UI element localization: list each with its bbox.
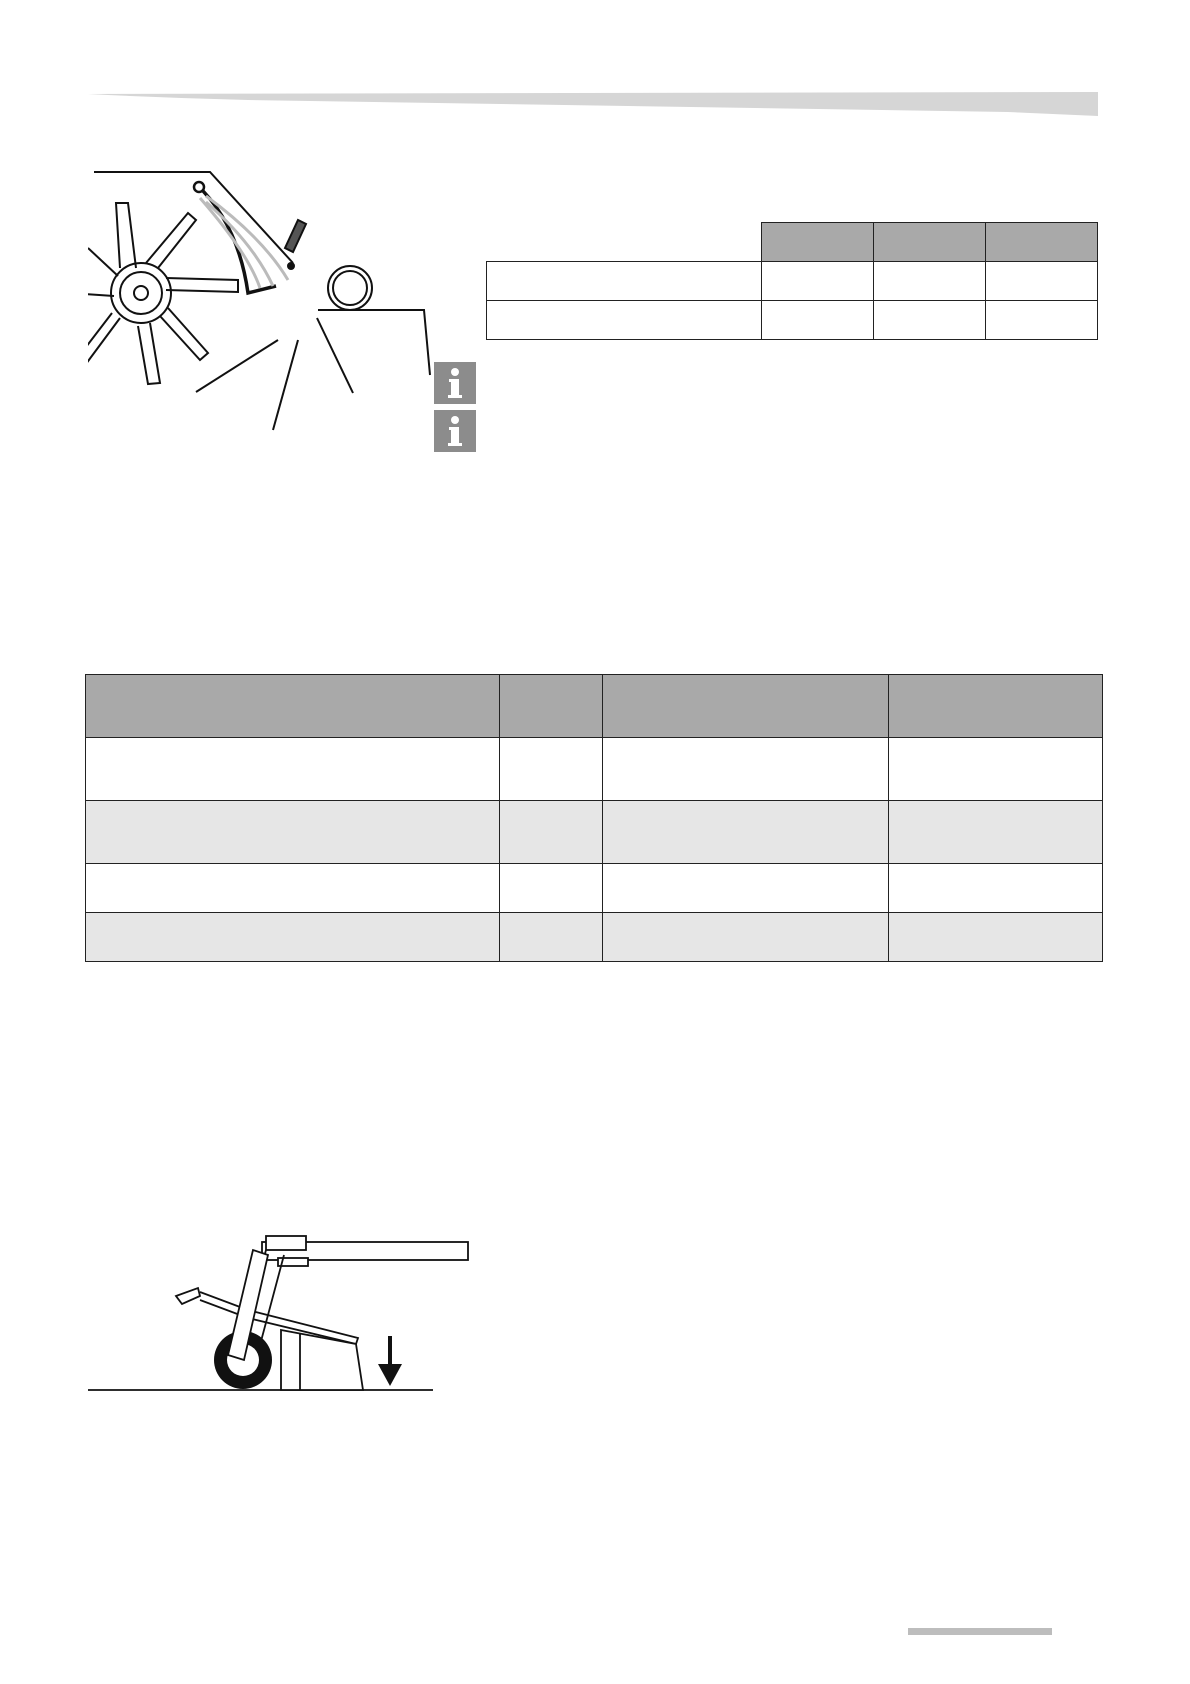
main-table xyxy=(85,674,1103,962)
info-glyph-icon xyxy=(434,362,476,404)
info-icon xyxy=(434,362,476,404)
table-row xyxy=(86,801,1103,864)
table-cell xyxy=(762,262,874,301)
header-cell xyxy=(986,223,1098,262)
table-cell xyxy=(889,738,1103,801)
table-cell xyxy=(500,738,603,801)
table-cell xyxy=(500,913,603,962)
header-cell xyxy=(889,675,1103,738)
table-cell xyxy=(86,738,500,801)
header-cell xyxy=(762,223,874,262)
header-cell xyxy=(874,223,986,262)
table-row xyxy=(86,738,1103,801)
header-cell xyxy=(487,223,762,262)
settings-table xyxy=(486,222,1098,340)
table-cell xyxy=(487,262,762,301)
table-cell xyxy=(603,913,889,962)
table-cell xyxy=(603,864,889,913)
header-cell xyxy=(86,675,500,738)
table-cell xyxy=(889,913,1103,962)
table-cell xyxy=(986,301,1098,340)
header-cell xyxy=(500,675,603,738)
table-row xyxy=(86,913,1103,962)
table-row xyxy=(487,262,1098,301)
table-cell xyxy=(874,301,986,340)
info-icon xyxy=(434,410,476,452)
table-cell xyxy=(986,262,1098,301)
table-cell xyxy=(500,864,603,913)
table-cell xyxy=(889,864,1103,913)
rotor-deflector-figure xyxy=(88,168,438,438)
wheel-support-figure xyxy=(88,1230,488,1400)
table-cell xyxy=(86,913,500,962)
info-glyph-icon xyxy=(434,410,476,452)
table-cell xyxy=(874,262,986,301)
table-cell xyxy=(603,738,889,801)
table-cell xyxy=(86,864,500,913)
table-cell xyxy=(86,801,500,864)
table-cell xyxy=(889,801,1103,864)
table-row xyxy=(487,301,1098,340)
table-cell xyxy=(500,801,603,864)
footer-bar xyxy=(908,1628,1052,1635)
header-bar xyxy=(88,88,1098,120)
table-row xyxy=(86,864,1103,913)
table-cell xyxy=(762,301,874,340)
header-cell xyxy=(603,675,889,738)
table-cell xyxy=(603,801,889,864)
table-cell xyxy=(487,301,762,340)
